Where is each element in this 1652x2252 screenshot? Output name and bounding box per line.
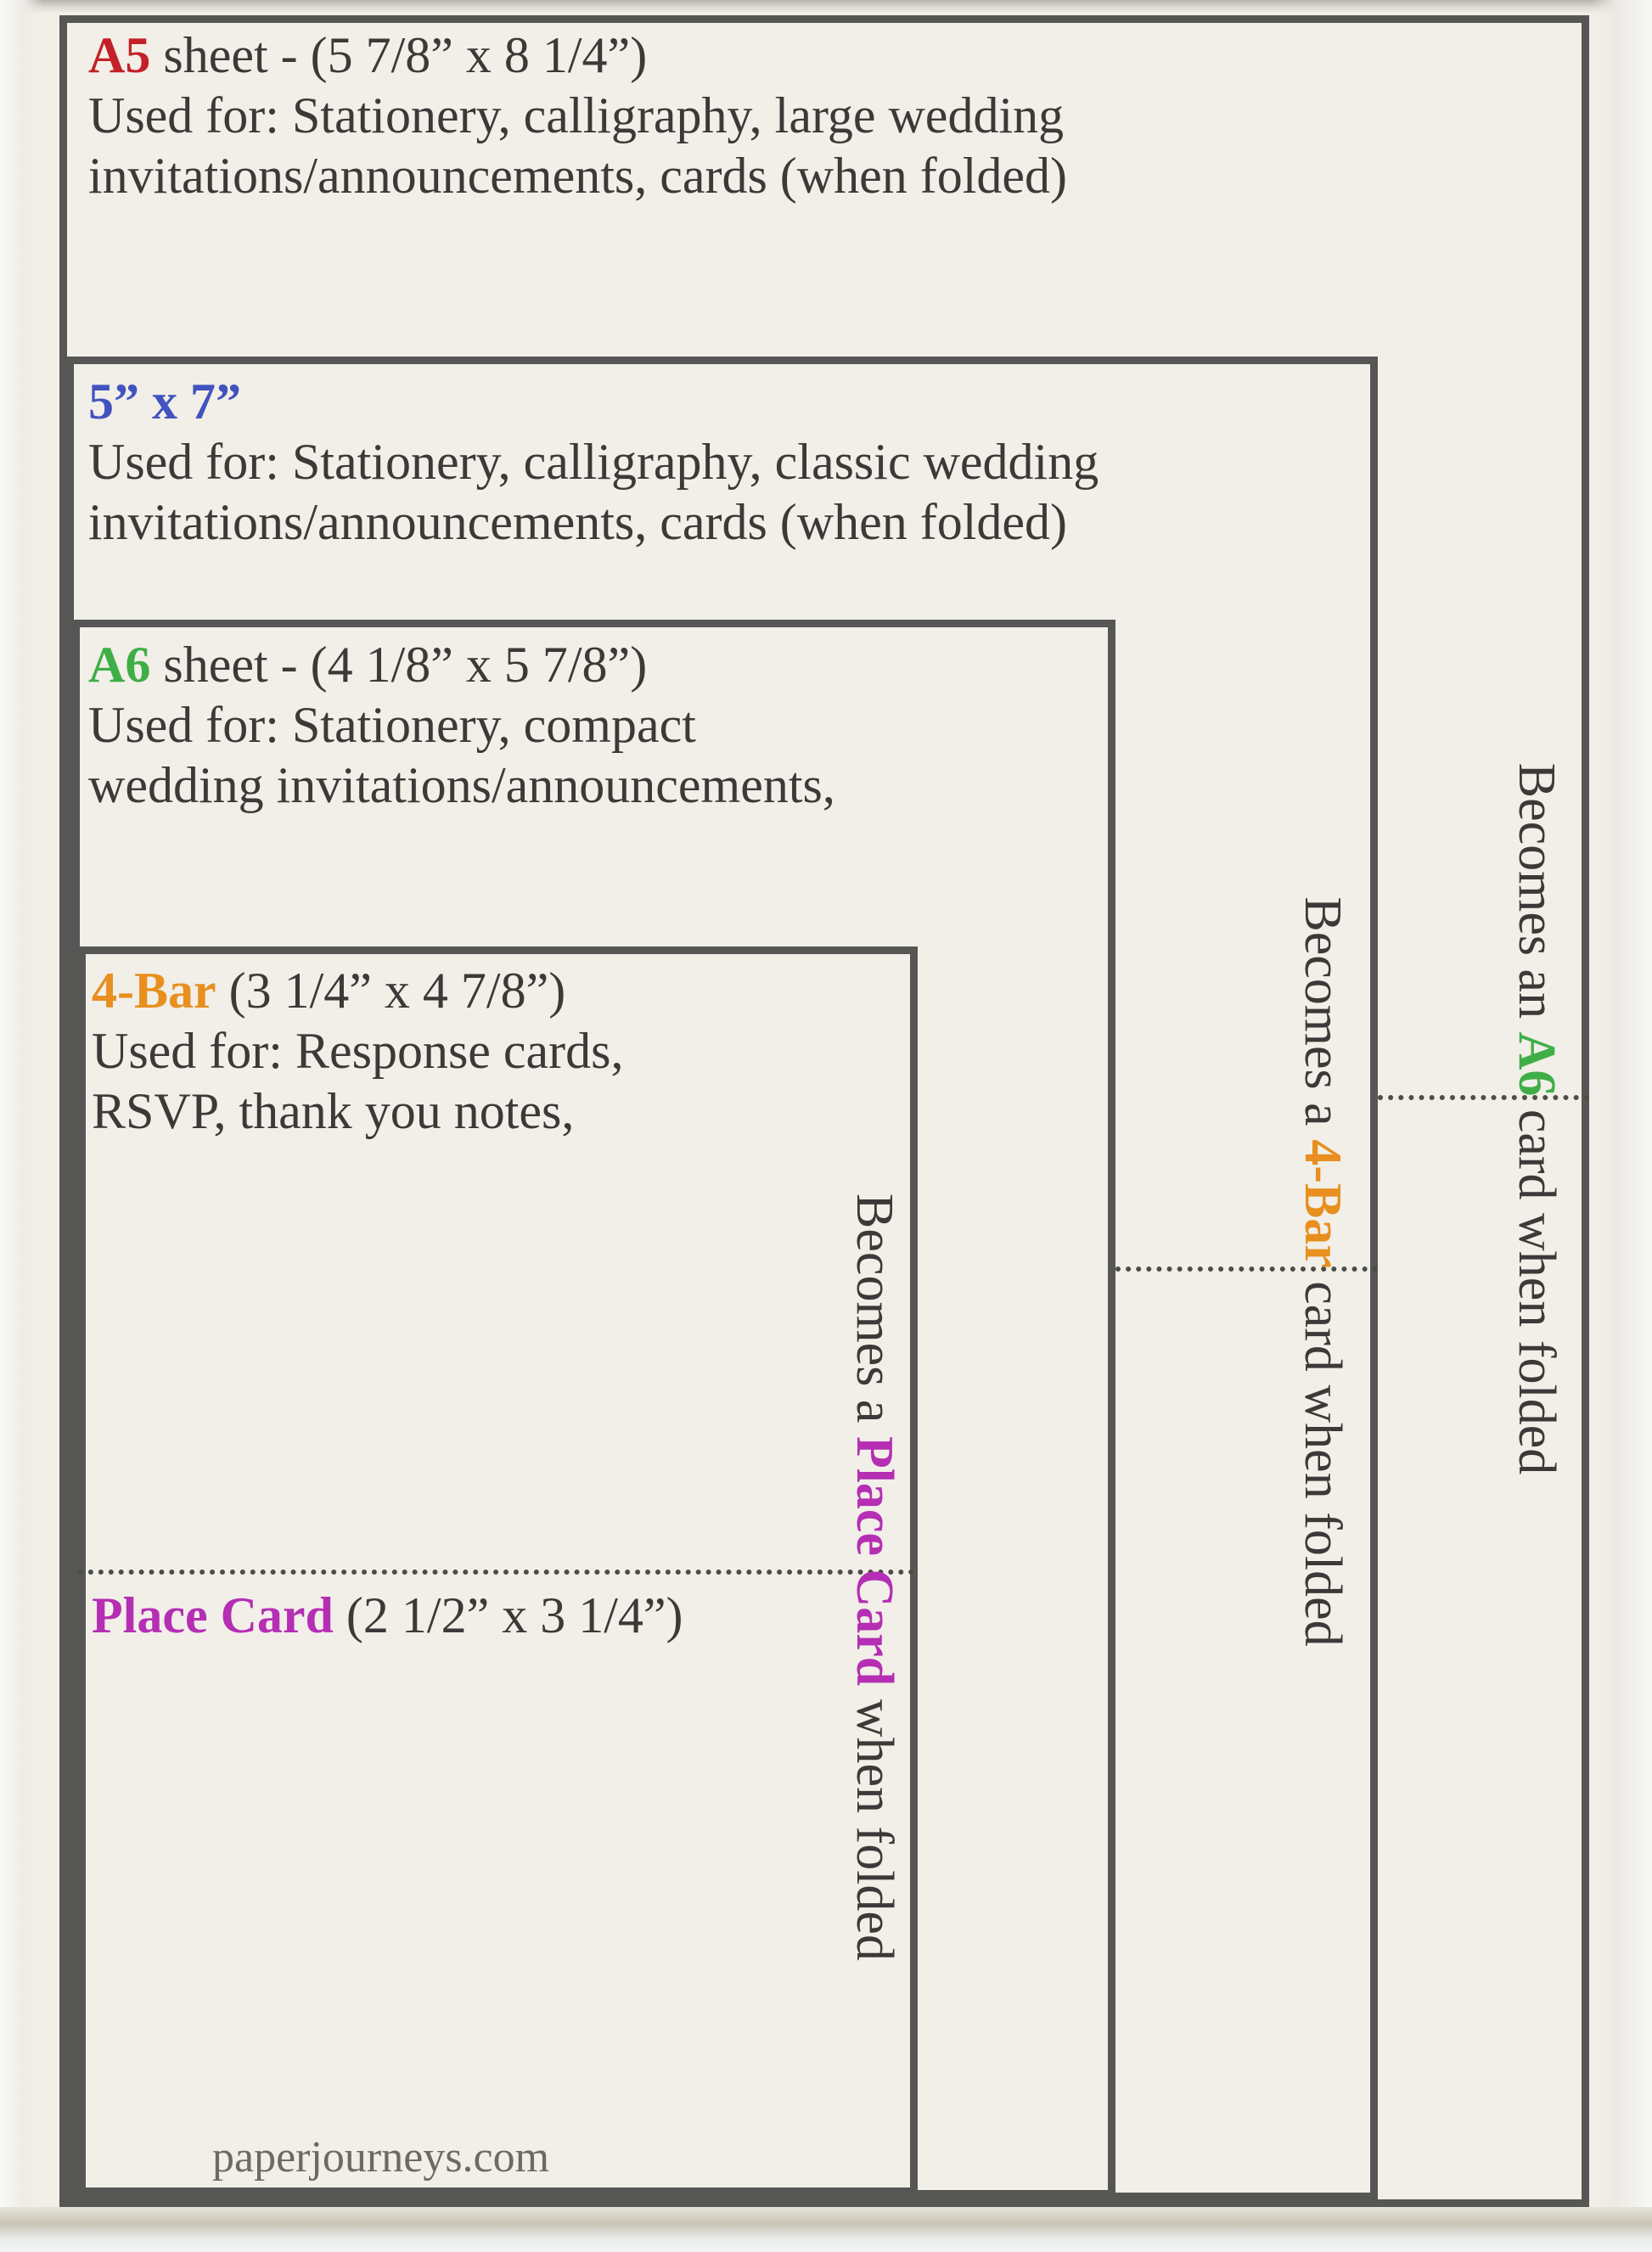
becomes-4-bar-label <box>1296 896 1349 1646</box>
becomes-place-card-keyword: Place Card <box>846 1435 903 1687</box>
5x7-title <box>88 372 1099 432</box>
4-bar-title <box>92 961 624 1021</box>
place-card-keyword: Place Card <box>92 1587 334 1643</box>
a6-keyword: A6 <box>88 637 151 693</box>
4-bar-dimensions: (3 1/4” x 4 7/8”) <box>216 963 566 1019</box>
becomes-a6-prefix: Becomes an <box>1508 762 1565 1032</box>
a5-dimensions: sheet - (5 7/8” x 8 1/4”) <box>150 27 648 83</box>
becomes-a6-label <box>1510 763 1563 1474</box>
becomes-a6-keyword: A6 <box>1508 1031 1565 1097</box>
a5-title <box>88 25 1067 86</box>
place-card-dimensions: (2 1/2” x 3 1/4”) <box>333 1587 683 1643</box>
4-bar-description <box>92 961 624 1142</box>
4-bar-used-for-line2: RSVP, thank you notes, <box>92 1083 575 1139</box>
a6-used-for-line2: wedding invitations/announcements, <box>88 757 835 813</box>
a5-description <box>88 25 1067 206</box>
becomes-4-bar-suffix: card when folded <box>1294 1267 1351 1647</box>
a6-dimensions: sheet - (4 1/8” x 5 7/8”) <box>150 637 648 693</box>
becomes-a6-suffix: card when folded <box>1508 1096 1565 1475</box>
paper-edge-right <box>1593 0 1652 2252</box>
becomes-place-card-suffix: when folded <box>846 1686 903 1961</box>
5x7-used-for-line1: Used for: Stationery, calligraphy, classic wedding <box>88 434 1099 490</box>
becomes-4-bar-keyword: 4-Bar <box>1294 1139 1351 1268</box>
5x7-description <box>88 372 1099 553</box>
paper-edge-bottom <box>0 2207 1652 2252</box>
watermark-url: paperjourneys.com <box>212 2133 550 2182</box>
4-bar-keyword: 4-Bar <box>92 963 216 1019</box>
place-card-description <box>92 1586 683 1646</box>
becomes-place-card-prefix: Becomes a <box>846 1193 903 1436</box>
place-card-fold-line <box>78 1570 914 1575</box>
becomes-place-card-label <box>848 1193 901 1961</box>
paper-edge-top <box>0 0 1652 14</box>
a6-title <box>88 635 835 695</box>
becomes-4-bar-prefix: Becomes a <box>1294 896 1351 1140</box>
4-bar-used-for-line1: Used for: Response cards, <box>92 1023 624 1079</box>
a5-keyword: A5 <box>88 27 151 83</box>
5x7-used-for-line2: invitations/announcements, cards (when folded) <box>88 494 1068 550</box>
a5-used-for-line1: Used for: Stationery, calligraphy, large wedding <box>88 87 1065 143</box>
paper-edge-left <box>0 0 42 2252</box>
a5-used-for-line2: invitations/announcements, cards (when folded) <box>88 148 1068 204</box>
a6-used-for-line1: Used for: Stationery, compact <box>88 697 696 753</box>
a6-description <box>88 635 835 816</box>
5x7-keyword: 5” x 7” <box>88 373 241 430</box>
